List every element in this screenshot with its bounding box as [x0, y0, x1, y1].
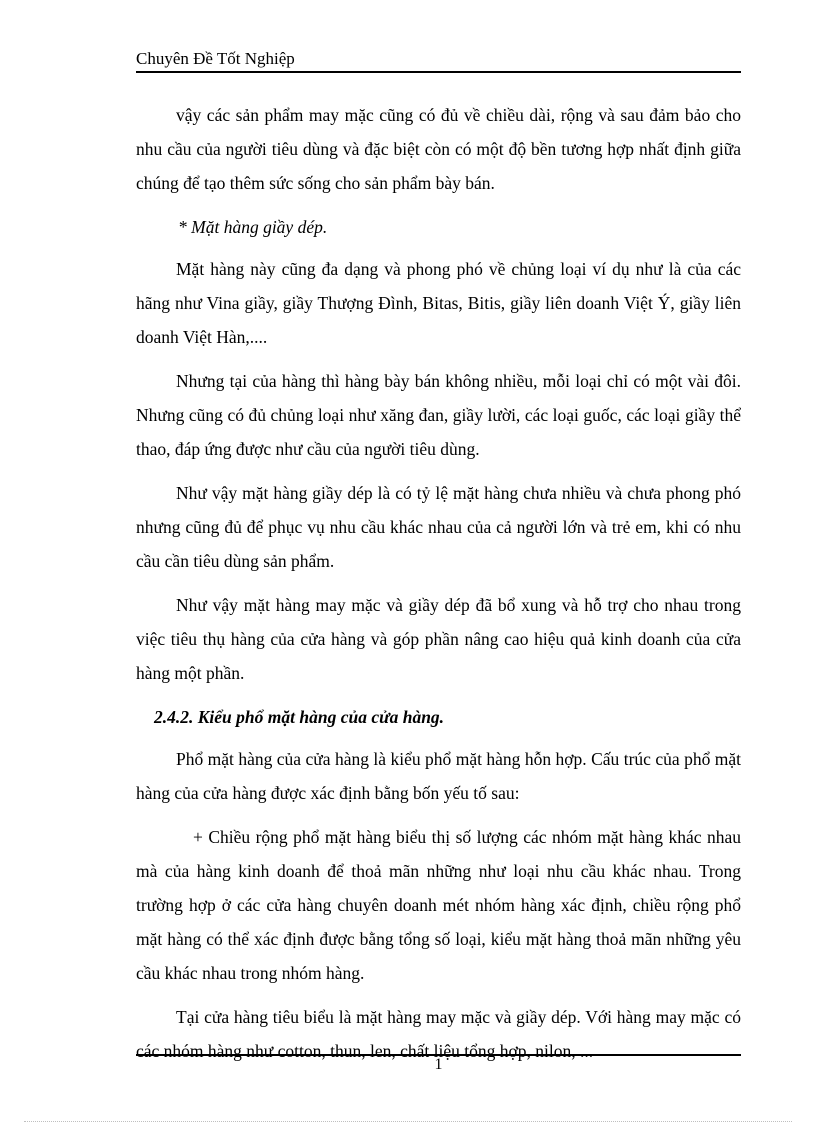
page-number: 1 [434, 1056, 443, 1073]
running-header: Chuyên Đề Tốt Nghiệp [136, 48, 741, 73]
paragraph-clothing-durability: vậy các sản phẩm may mặc cũng có đủ về chiều dài, rộng và sau đảm bảo cho nhu cầu của người tiêu dùng và đặc biệt còn có một độ bền tương hợp nhất định giữa chúng để tạo thêm sức sống cho sản phẩm bày bán. [136, 105, 741, 193]
section-heading-2-4-2: 2.4.2. Kiểu phổ mặt hàng của cửa hàng. [154, 707, 445, 727]
page-body [136, 98, 741, 1078]
paragraph-product-range: Phổ mặt hàng của cửa hàng là kiểu phổ mặt hàng hỗn hợp. Cấu trúc của phổ mặt hàng của cửa hàng được xác định bằng bốn yếu tố sau: [136, 749, 741, 803]
paragraph-shoe-brands: Mặt hàng này cũng đa dạng và phong phó về chủng loại ví dụ như là của các hãng như Vina giầy, giầy Thượng Đình, Bitas, Bitis, giầy liên doanh Việt Ý, giầy liên doanh Việt Hàn,.... [136, 259, 741, 347]
paragraph-range-width: + Chiều rộng phổ mặt hàng biểu thị số lượng các nhóm mặt hàng khác nhau mà của hàng kinh doanh để thoả mãn những như loại nhu cầu khác nhau. Trong trường hợp ở các cửa hàng chuyên doanh mét nhóm hàng xác định, chiều rộng phổ mặt hàng có thể xác định được bằng tổng số loại, kiểu mặt hàng thoả mãn những yêu cầu khác nhau trong nhóm hàng. [136, 827, 741, 983]
paragraph-shoe-ratio: Như vậy mặt hàng giầy dép là có tỷ lệ mặt hàng chưa nhiều và chưa phong phó nhưng cũng đủ để phục vụ nhu cầu khác nhau của cả người lớn và trẻ em, khi có nhu cầu cần tiêu dùng sản phẩm. [136, 483, 741, 571]
paragraph-shoe-display: Nhưng tại của hàng thì hàng bày bán không nhiều, mỗi loại chỉ có một vài đôi. Nhưng cũng có đủ chủng loại như xăng đan, giầy lười, các loại guốc, các loại giầy thể thao, đáp ứng được như cầu của người tiêu dùng. [136, 371, 741, 459]
paragraph-complement: Như vậy mặt hàng may mặc và giầy dép đã bổ xung và hỗ trợ cho nhau trong việc tiêu thụ hàng của cửa hàng và góp phần nâng cao hiệu quả kinh doanh của cửa hàng một phần. [136, 595, 741, 683]
item-shoes-heading: * Mặt hàng giầy dép. [178, 217, 328, 237]
page-bottom-border [24, 1121, 792, 1122]
paragraph-store-groups: Tại cửa hàng tiêu biểu là mặt hàng may mặc và giầy dép. Với hàng may mặc có các nhóm hàng như cotton, thun, len, chất liệu tổng hợp, nilon, ... [136, 1007, 741, 1061]
